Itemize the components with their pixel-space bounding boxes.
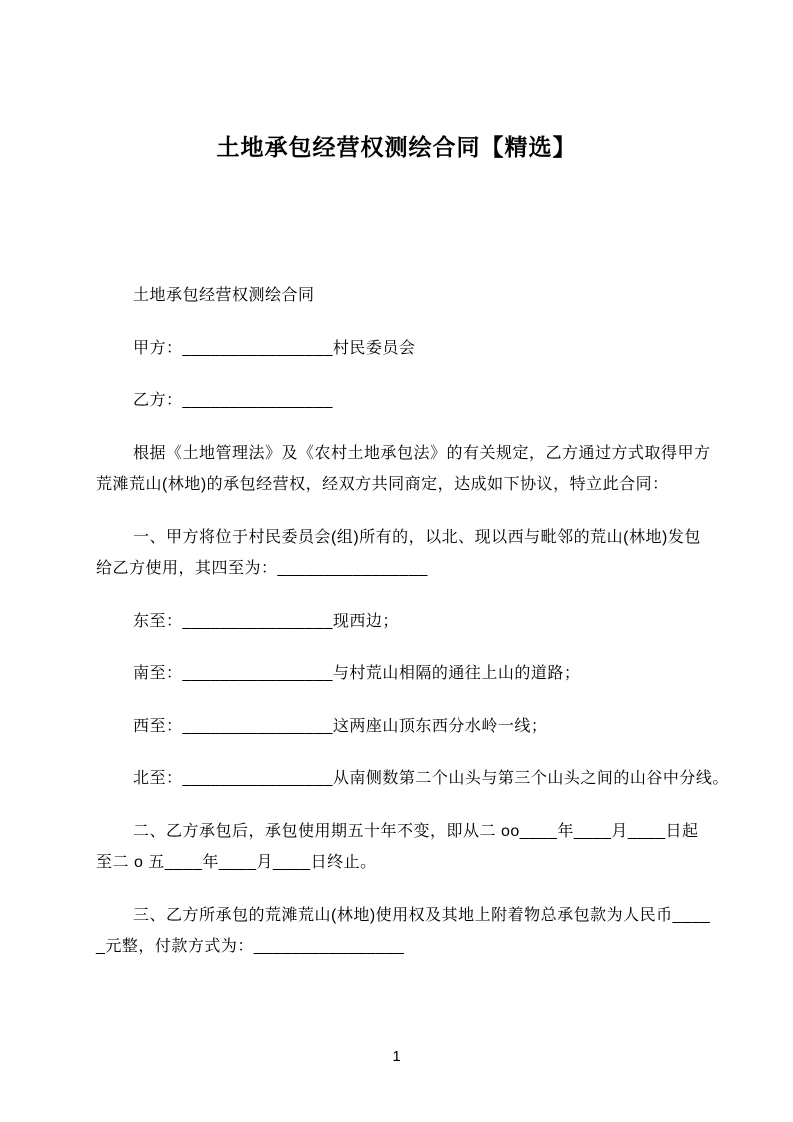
paragraph-line: 土地承包经营权测绘合同 bbox=[133, 287, 315, 304]
paragraph-line: 南至：________________与村荒山相隔的通往上山的道路； bbox=[133, 665, 581, 682]
paragraph-preamble bbox=[96, 438, 709, 501]
paragraph-boundary-east bbox=[96, 606, 709, 638]
paragraph-line: 一、甲方将位于村民委员会(组)所有的，以北、现以西与毗邻的荒山(林地)发包 bbox=[133, 528, 701, 546]
document-title: 土地承包经营权测绘合同【精选】 bbox=[216, 134, 577, 160]
paragraph-line: 北至：________________从南侧数第二个山头与第三个山头之间的山谷中分线。 bbox=[133, 770, 729, 787]
paragraph-line: 至二 o 五____年____月____日终止。 bbox=[96, 854, 377, 871]
paragraph-boundary-west bbox=[96, 711, 709, 743]
paragraph-line: 给乙方使用，其四至为：________________ bbox=[96, 560, 428, 577]
paragraph-line: 甲方：________________村民委员会 bbox=[133, 339, 416, 357]
paragraph-clause-1 bbox=[96, 522, 709, 585]
paragraph-boundary-north bbox=[96, 763, 729, 795]
paragraph-line: 三、乙方所承包的荒滩荒山(林地)使用权及其地上附着物总承包款为人民币____ bbox=[133, 906, 711, 924]
document-body bbox=[0, 280, 793, 963]
paragraph-line: 乙方：________________ bbox=[133, 392, 333, 409]
paragraph-line: _元整，付款方式为：________________ bbox=[96, 938, 405, 955]
paragraph-line: 荒滩荒山(林地)的承包经营权，经双方共同商定，达成如下协议，特立此合同： bbox=[96, 476, 669, 493]
paragraph-line: 二、乙方承包后，承包使用期五十年不变，即从二 oo____年____月____日起 bbox=[133, 822, 699, 840]
page-number: 1 bbox=[392, 1048, 401, 1065]
paragraph-subtitle bbox=[96, 280, 709, 312]
paragraph-line: 根据《土地管理法》及《农村土地承包法》的有关规定，乙方通过方式取得甲方 bbox=[133, 444, 711, 462]
paragraph-party-a bbox=[96, 333, 709, 365]
paragraph-clause-2 bbox=[96, 816, 709, 879]
paragraph-boundary-south bbox=[96, 658, 709, 690]
paragraph-line: 东至：________________现西边； bbox=[133, 612, 399, 630]
paragraph-clause-3 bbox=[96, 900, 709, 963]
paragraph-party-b bbox=[96, 385, 709, 417]
paragraph-line: 西至：________________这两座山顶东西分水岭一线； bbox=[133, 717, 548, 735]
